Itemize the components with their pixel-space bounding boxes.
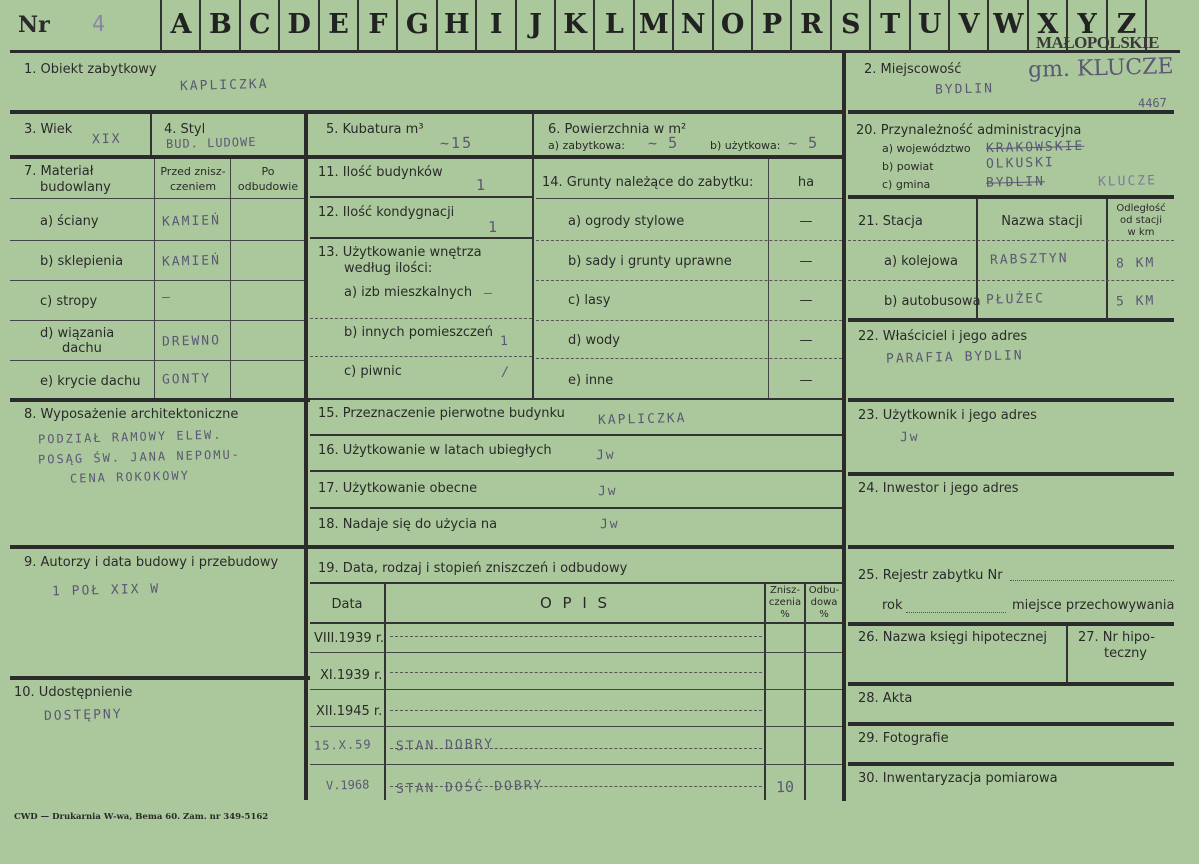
t19-d1 [390, 636, 762, 637]
letter-u: U [917, 9, 942, 40]
letter-t: T [880, 9, 901, 40]
t7-h3 [10, 320, 304, 321]
f7-row-c-value: — [161, 289, 173, 306]
f21-b-name: PŁUŻEC [985, 291, 1046, 308]
f27-label-1: 27. Nr hipo- [1078, 630, 1155, 645]
rule-vm1 [150, 114, 152, 155]
f19-row5-dmg: 10 [775, 777, 795, 797]
t21-h1 [848, 240, 1174, 241]
f14-row-b-value: — [799, 254, 813, 269]
f9-label: 9. Autorzy i data budowy i przebudowy [24, 555, 279, 570]
f20-b-label: b) powiat [882, 160, 934, 173]
rule-h5 [10, 676, 310, 680]
f20-label: 20. Przynależność administracyjna [856, 123, 1082, 138]
f19-col-desc: O P I S [539, 594, 611, 612]
f2-label: 2. Miejscowość [864, 62, 962, 77]
f11-value: 1 [475, 175, 488, 195]
f16-label: 16. Użytkowanie w latach ubiegłych [318, 443, 552, 458]
f6-b-value: ~ 5 [787, 133, 819, 153]
f19-col-dmg-3: % [780, 609, 790, 620]
f21-a-name: RABSZTYN [989, 250, 1069, 269]
f12-value: 1 [487, 217, 500, 237]
t19-r1 [310, 652, 842, 653]
rule-h8 [848, 398, 1174, 402]
rule-h14 [848, 762, 1174, 766]
f3-value: XIX [91, 131, 122, 148]
f18-label: 18. Nadaje się do użycia na [318, 517, 498, 532]
rule-m2 [310, 434, 842, 436]
letter-z: Z [1116, 9, 1137, 40]
rule-h1b [848, 110, 1174, 114]
f8-line3: CENA ROKOKOWY [69, 468, 191, 486]
t14-h2 [536, 280, 842, 281]
f14-row-d-label: d) wody [568, 333, 620, 348]
letter-p: P [761, 9, 783, 40]
f7-label-1: 7. Materiał [24, 164, 94, 179]
f18-value: Jw [599, 516, 620, 533]
f25-place: miejsce przechowywania [1012, 598, 1175, 613]
f7-col1-1: Przed znisz- [160, 165, 226, 178]
f21-col-name: Nazwa stacji [1001, 214, 1083, 229]
rule-vm2 [532, 114, 534, 398]
f13-label-2: według ilości: [344, 261, 433, 276]
f19-col-dmg-2: czenia [768, 597, 802, 608]
f13-a-label: a) izb mieszkalnych [344, 285, 473, 300]
f1-label: 1. Obiekt zabytkowy [24, 62, 157, 77]
t19-head [310, 622, 842, 624]
f20-c-label: c) gmina [882, 178, 931, 191]
letter-m: M [638, 9, 669, 40]
f19-row2-date: XI.1939 r. [320, 668, 383, 683]
rule-h1 [10, 110, 842, 114]
f13-b-value: 1 [499, 333, 511, 350]
rule-v-left [304, 110, 308, 800]
f6-a-label: a) zabytkowa: [548, 139, 625, 152]
f20-a-label: a) województwo [882, 142, 971, 155]
rule-m3 [310, 470, 842, 472]
f6-b-label: b) użytkowa: [710, 139, 781, 152]
f27-label-2: teczny [1104, 646, 1147, 661]
t7-h4 [10, 360, 304, 361]
f21-col-dist-1: Odległość [1116, 203, 1166, 214]
rule-h6 [848, 195, 1174, 199]
f17-value: Jw [597, 483, 618, 500]
t13-h1 [310, 318, 532, 319]
f21-b-dist: 5 KM [1115, 293, 1156, 310]
f19-label: 19. Data, rodzaj i stopień zniszczeń i odbudowy [318, 561, 628, 576]
f23-value: Jw [899, 429, 920, 446]
letter-k: K [563, 9, 587, 40]
f20-b-value: OLKUSKI [985, 155, 1055, 172]
f24-label: 24. Inwestor i jego adres [858, 481, 1019, 496]
letter-h: H [444, 9, 470, 40]
f3-label: 3. Wiek [24, 122, 73, 137]
f26-label: 26. Nazwa księgi hipotecznej [858, 630, 1047, 645]
f13-label-1: 13. Użytkowanie wnętrza [318, 245, 482, 260]
f14-row-d-value: — [799, 333, 813, 348]
rule-vm5 [1066, 626, 1068, 682]
f19-col-dmg-1: Znisz- [769, 585, 801, 596]
f7-row-d-label-2: dachu [62, 341, 102, 356]
f14-row-a-value: — [799, 214, 813, 229]
t7-h0 [10, 198, 304, 199]
printer-imprint: CWD — Drukarnia W-wa, Bema 60. Zam. nr 349-5162 [14, 812, 269, 822]
t7-h2 [10, 280, 304, 281]
t19-r3 [310, 726, 842, 727]
f8-line1: PODZIAŁ RAMOWY ELEW. [37, 427, 223, 447]
f14-row-e-value: — [799, 373, 813, 388]
rule-h10 [848, 545, 1174, 549]
f11-label: 11. Ilość budynków [318, 165, 443, 180]
rule-h7 [848, 318, 1174, 322]
f14-row-b-label: b) sady i grunty uprawne [568, 254, 732, 269]
rule-h12 [848, 682, 1174, 686]
f2-note: gm. KLUCZE [1027, 54, 1174, 83]
t13-h2 [310, 356, 532, 357]
letter-d: D [287, 9, 311, 40]
f14-row-a-label: a) ogrody stylowe [568, 214, 685, 229]
f19-row5-desc: STAN DOŚĆ DOBRY [395, 778, 544, 797]
f7-label-2: budowlany [40, 180, 111, 195]
letter-w: W [993, 9, 1024, 40]
letter-a: A [170, 9, 192, 40]
f13-c-value: ⁄ [499, 361, 512, 382]
t19-r2 [310, 689, 842, 690]
f15-value: KAPLICZKA [597, 410, 687, 429]
t19-r4 [310, 764, 842, 765]
f4-label: 4. Styl [164, 122, 206, 137]
rule-v-main [842, 53, 846, 801]
f19-row1-date: VIII.1939 r. [314, 631, 385, 646]
f4-value: BUD. LUDOWE [165, 134, 257, 152]
f12-label: 12. Ilość kondygnacji [318, 205, 455, 220]
f20-a-value: KRAKOWSKIE [985, 138, 1085, 157]
letter-y: Y [1077, 9, 1097, 40]
f6-label: 6. Powierzchnia w m² [548, 122, 687, 137]
f22-label: 22. Właściciel i jego adres [858, 329, 1028, 344]
f21-col-dist-3: w km [1127, 227, 1155, 238]
rule-h3 [10, 398, 310, 402]
letter-i: I [489, 9, 503, 40]
f7-col2-2: odbudowie [237, 180, 299, 193]
f23-label: 23. Użytkownik i jego adres [858, 408, 1037, 423]
f19-col-reb-3: % [819, 609, 829, 620]
letter-l: L [604, 9, 624, 40]
f13-b-label: b) innych pomieszczeń [344, 325, 494, 340]
f1-value: KAPLICZKA [179, 76, 269, 95]
f14-row-c-label: c) lasy [568, 293, 611, 308]
rule-h13 [848, 722, 1174, 726]
f30-label: 30. Inwentaryzacja pomiarowa [858, 771, 1058, 786]
f8-line2: POSĄG ŚW. JANA NEPOMU- [37, 447, 242, 467]
t14-h0 [536, 198, 842, 199]
t14-h1 [536, 240, 842, 241]
f5-value: ~15 [439, 133, 474, 153]
f20-c-note: KLUCZE [1097, 173, 1158, 190]
rule-m1 [310, 237, 532, 239]
t14-h3 [536, 320, 842, 321]
t14-h4 [536, 358, 842, 359]
f22-value: PARAFIA BYDLIN [885, 348, 1024, 367]
f14-label: 14. Grunty należące do zabytku: [542, 175, 754, 190]
letter-r: R [800, 9, 823, 40]
f14-row-e-label: e) inne [568, 373, 614, 388]
t19-v1 [384, 582, 386, 800]
f19-col-date: Data [331, 597, 363, 612]
f9-value: 1 POŁ XIX W [51, 581, 161, 600]
f6-a-value: ~ 5 [647, 133, 679, 153]
f20-c-value: BYDLIN [985, 174, 1046, 191]
rule-m5 [310, 398, 842, 400]
f7-row-e-label: e) krycie dachu [40, 374, 141, 389]
letter-e: E [328, 9, 349, 40]
rule-h2 [10, 155, 842, 159]
f2-number: 4467 [1137, 95, 1168, 111]
f15-label: 15. Przeznaczenie pierwotne budynku [318, 406, 565, 421]
f16-value: Jw [595, 447, 616, 464]
f10-label: 10. Udostępnienie [14, 685, 133, 700]
t21-h2 [848, 280, 1174, 281]
f21-col-dist-2: od stacji [1120, 215, 1162, 226]
t7-v2 [230, 159, 231, 398]
f10-value: DOSTĘPNY [43, 706, 123, 725]
t19-top [310, 582, 842, 584]
f19-row4-date: 15.X.59 [313, 737, 372, 753]
f5-label: 5. Kubatura m³ [326, 122, 424, 137]
t25-d2 [906, 612, 1006, 613]
f7-col1-2: czeniem [169, 180, 217, 193]
f13-c-label: c) piwnic [344, 364, 402, 379]
t7-v1 [154, 159, 155, 398]
rule-h11 [848, 622, 1174, 626]
f13-a-value: — [483, 285, 495, 302]
f28-label: 28. Akta [858, 691, 913, 706]
f8-label: 8. Wyposażenie architektoniczne [24, 407, 239, 422]
letter-s: S [841, 9, 861, 40]
f25-rok: rok [882, 598, 903, 613]
t19-d2 [390, 672, 762, 673]
nr-label: Nr [18, 12, 50, 38]
f21-label: 21. Stacja [858, 214, 923, 229]
f7-row-e-value: GONTY [161, 371, 212, 388]
f19-col-reb-2: dowa [810, 597, 838, 608]
f7-row-b-label: b) sklepienia [40, 254, 124, 269]
f7-row-d-value: DREWNO [161, 333, 222, 350]
rule-m4 [310, 507, 842, 509]
f7-row-a-label: a) ściany [40, 214, 99, 229]
f7-row-a-value: KAMIEŃ [161, 213, 222, 230]
letter-j: J [529, 9, 542, 40]
t19-d3 [390, 710, 762, 711]
letter-x: X [1037, 9, 1059, 40]
t25-d1 [1010, 580, 1174, 581]
f2-value: BYDLIN [934, 81, 995, 98]
rule-h9 [848, 472, 1174, 476]
t14-v1 [768, 159, 769, 398]
f17-label: 17. Użytkowanie obecne [318, 481, 478, 496]
f14-row-c-value: — [799, 293, 813, 308]
f19-row3-date: XII.1945 r. [316, 704, 383, 719]
letter-v: V [958, 9, 980, 40]
letter-g: G [405, 9, 429, 40]
f29-label: 29. Fotografie [858, 731, 949, 746]
f7-col2-1: Po [261, 165, 275, 178]
f21-a-label: a) kolejowa [884, 254, 958, 269]
f14-unit: ha [797, 175, 815, 190]
rule-h4 [10, 545, 842, 549]
t7-h1 [10, 240, 304, 241]
f25-label: 25. Rejestr zabytku Nr [858, 568, 1003, 583]
f19-col-reb-1: Odbu- [808, 585, 840, 596]
nr-value: 4 [91, 11, 108, 38]
f19-row4-desc: STAN DOBRY [395, 736, 495, 755]
f7-row-c-label: c) stropy [40, 294, 98, 309]
letter-c: C [249, 9, 271, 40]
f19-row5-date: V.1968 [325, 777, 370, 793]
region-stamp: MAŁOPOLSKIE [1036, 33, 1159, 52]
rule-m6 [310, 196, 532, 198]
f21-b-label: b) autobusowa [884, 294, 981, 309]
f7-row-b-value: KAMIEŃ [161, 253, 222, 270]
letter-f: F [368, 9, 388, 40]
f21-a-dist: 8 KM [1115, 255, 1156, 272]
f7-row-d-label-1: d) wiązania [40, 326, 115, 341]
letter-n: N [680, 9, 706, 40]
letter-b: B [208, 9, 232, 40]
letter-o: O [720, 9, 745, 40]
